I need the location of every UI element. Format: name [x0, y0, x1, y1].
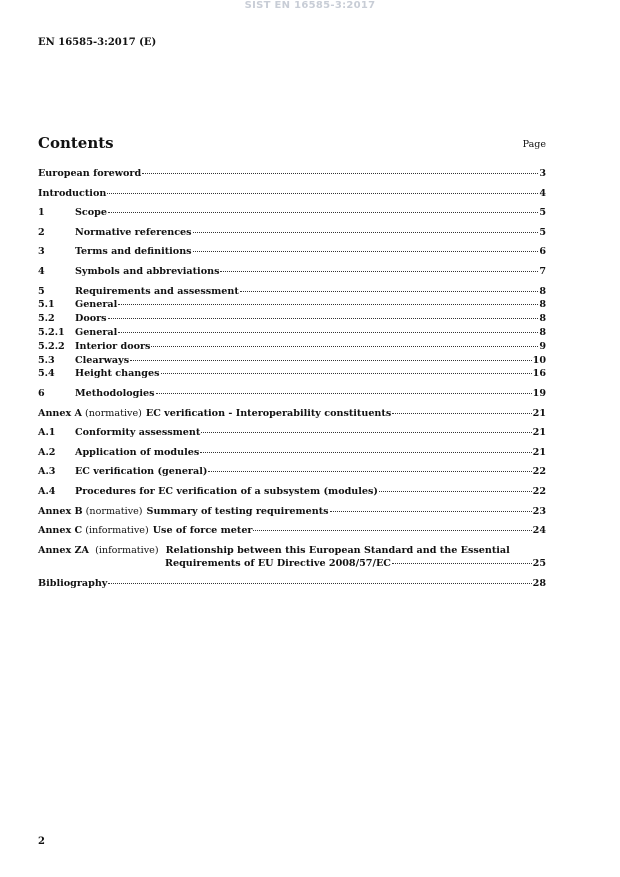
toc-entry-title: Methodologies	[75, 387, 155, 399]
toc-entry-number: 5.2.1	[38, 326, 65, 338]
dot-leader	[392, 413, 531, 414]
toc-entry-annex-b[interactable]	[38, 505, 546, 518]
toc-entry-title: Doors	[75, 313, 107, 325]
toc-entry-page: 8	[539, 285, 546, 297]
toc-entry-title-continued: Requirements of EU Directive 2008/57/EC	[165, 558, 391, 570]
toc-entry-5-1-general[interactable]	[38, 298, 546, 311]
toc-entry-title: Height changes	[75, 368, 160, 380]
toc-entry-5-2-1-general[interactable]	[38, 326, 546, 339]
dot-leader	[379, 491, 532, 492]
toc-entry-number: A.1	[38, 427, 56, 439]
toc-entry-number: 5.4	[38, 368, 55, 380]
dot-leader	[151, 346, 538, 347]
toc-entry-page: 8	[539, 299, 546, 311]
toc-entry-title: Bibliography	[38, 577, 108, 589]
annex-label: Annex C	[38, 525, 83, 537]
dot-leader	[201, 432, 531, 433]
document-id: EN 16585-3:2017 (E)	[38, 37, 157, 48]
dot-leader	[118, 332, 538, 333]
toc-entry-number: 5	[38, 285, 45, 297]
dot-leader	[193, 251, 539, 252]
toc-entry-page: 23	[532, 505, 546, 517]
toc-entry-annex-a[interactable]	[38, 407, 546, 420]
toc-entry-number: A.3	[38, 466, 56, 478]
toc-entry-annex-za[interactable]	[38, 544, 546, 571]
toc-entry-number: A.4	[38, 485, 56, 497]
toc-entry-page: 16	[532, 368, 546, 380]
toc-entry-page: 3	[539, 168, 546, 179]
annex-label: Annex A	[38, 407, 83, 419]
dot-leader	[108, 583, 531, 584]
toc-entry-number: 6	[38, 387, 45, 399]
dot-leader	[108, 212, 538, 213]
toc-entry-page: 25	[532, 558, 546, 570]
toc-entry-normative-references[interactable]	[38, 226, 546, 239]
dot-leader	[240, 291, 539, 292]
toc-entry-page: 4	[539, 187, 546, 199]
dot-leader	[208, 471, 531, 472]
toc-entry-5-4-height-changes[interactable]	[38, 367, 546, 380]
toc-entry-title: Application of modules	[75, 446, 200, 458]
toc-entry-title: EC verification - Interoperability constituents	[145, 407, 392, 419]
toc-entry-page: 22	[532, 466, 546, 478]
toc-entry-terms-and-definitions[interactable]	[38, 245, 546, 258]
toc-entry-european-foreword[interactable]	[38, 167, 546, 180]
dot-leader	[130, 360, 532, 361]
toc-entry-page: 6	[539, 246, 546, 258]
toc-entry-a-3[interactable]	[38, 465, 546, 478]
toc-entry-title: Terms and definitions	[75, 246, 192, 258]
toc-entry-methodologies[interactable]	[38, 387, 546, 400]
toc-entry-bibliography[interactable]	[38, 577, 546, 590]
annex-label: Annex B	[38, 505, 83, 517]
toc-entry-number: 2	[38, 226, 45, 238]
dot-leader	[108, 318, 539, 319]
toc-entry-title: General	[75, 299, 118, 311]
toc-entry-requirements-and-assessment[interactable]	[38, 285, 546, 298]
toc-entry-title: European foreword	[38, 168, 142, 179]
table-of-contents	[38, 167, 546, 590]
dot-leader	[253, 530, 531, 531]
toc-entry-title: Clearways	[75, 354, 130, 366]
dot-leader	[330, 511, 532, 512]
toc-entry-title: Use of force meter	[152, 525, 253, 537]
toc-entry-page: 8	[539, 313, 546, 325]
toc-entry-5-2-doors[interactable]	[38, 312, 546, 325]
toc-entry-number: 3	[38, 246, 45, 258]
toc-entry-number: 5.3	[38, 354, 55, 366]
toc-entry-introduction[interactable]	[38, 187, 546, 200]
toc-entry-page: 21	[532, 446, 546, 458]
dot-leader	[118, 304, 538, 305]
toc-entry-page: 5	[539, 226, 546, 238]
watermark: SIST EN 16585-3:2017	[244, 0, 376, 11]
toc-entry-a-2[interactable]	[38, 446, 546, 459]
toc-entry-title: Scope	[75, 207, 107, 219]
toc-entry-a-1[interactable]	[38, 426, 546, 439]
annex-type: (normative)	[85, 407, 142, 419]
toc-entry-title: Conformity assessment	[75, 427, 201, 439]
toc-entry-number: A.2	[38, 446, 56, 458]
toc-entry-page: 22	[532, 485, 546, 497]
dot-leader	[156, 393, 532, 394]
toc-entry-title: Procedures for EC verification of a subsystem (modules)	[75, 485, 378, 497]
toc-entry-title: Interior doors	[75, 340, 151, 352]
toc-entry-page: 19	[532, 387, 546, 399]
toc-entry-number: 5.2	[38, 313, 55, 325]
dot-leader	[107, 193, 538, 194]
dot-leader	[392, 563, 532, 564]
toc-entry-page: 28	[532, 577, 546, 589]
page-number: 2	[38, 836, 45, 847]
toc-entry-title: Normative references	[75, 226, 192, 238]
toc-entry-title: Introduction	[38, 187, 107, 199]
toc-entry-page: 24	[532, 525, 546, 537]
toc-entry-annex-c[interactable]	[38, 524, 546, 537]
annex-label: Annex ZA	[38, 544, 90, 556]
dot-leader	[220, 271, 538, 272]
annex-type: (normative)	[85, 505, 143, 517]
toc-entry-scope[interactable]	[38, 206, 546, 219]
annex-type: (informative)	[95, 544, 159, 556]
toc-entry-page: 8	[539, 326, 546, 338]
toc-entry-number: 5.1	[38, 299, 55, 311]
toc-entry-title: Relationship between this European Standard and the Essential	[165, 544, 510, 556]
toc-entry-page: 7	[539, 265, 546, 277]
toc-entry-5-2-2-interior-doors[interactable]	[38, 340, 546, 353]
toc-entry-number: 1	[38, 207, 45, 219]
toc-entry-line	[38, 544, 546, 557]
toc-entry-title: Requirements and assessment	[75, 285, 239, 297]
dot-leader	[142, 173, 538, 174]
toc-entry-a-4[interactable]	[38, 485, 546, 498]
toc-entry-page: 9	[539, 340, 546, 352]
dot-leader	[161, 373, 532, 374]
toc-entry-page: 21	[532, 427, 546, 439]
annex-type: (informative)	[85, 525, 149, 537]
toc-entry-page: 10	[532, 354, 546, 366]
toc-entry-title: General	[75, 326, 118, 338]
toc-entry-number: 5.2.2	[38, 340, 65, 352]
page-column-label: Page	[522, 139, 546, 150]
toc-entry-title: Summary of testing requirements	[146, 505, 329, 517]
toc-entry-page: 21	[532, 407, 546, 419]
toc-entry-5-3-clearways[interactable]	[38, 354, 546, 367]
dot-leader	[200, 452, 531, 453]
toc-entry-page: 5	[539, 207, 546, 219]
contents-heading: Contents	[38, 134, 114, 152]
toc-entry-title: Symbols and abbreviations	[75, 265, 220, 277]
dot-leader	[193, 232, 539, 233]
toc-entry-line	[38, 557, 546, 570]
toc-entry-number: 4	[38, 265, 45, 277]
toc-entry-title: EC verification (general)	[75, 466, 208, 478]
toc-entry-symbols-and-abbreviations[interactable]	[38, 265, 546, 278]
